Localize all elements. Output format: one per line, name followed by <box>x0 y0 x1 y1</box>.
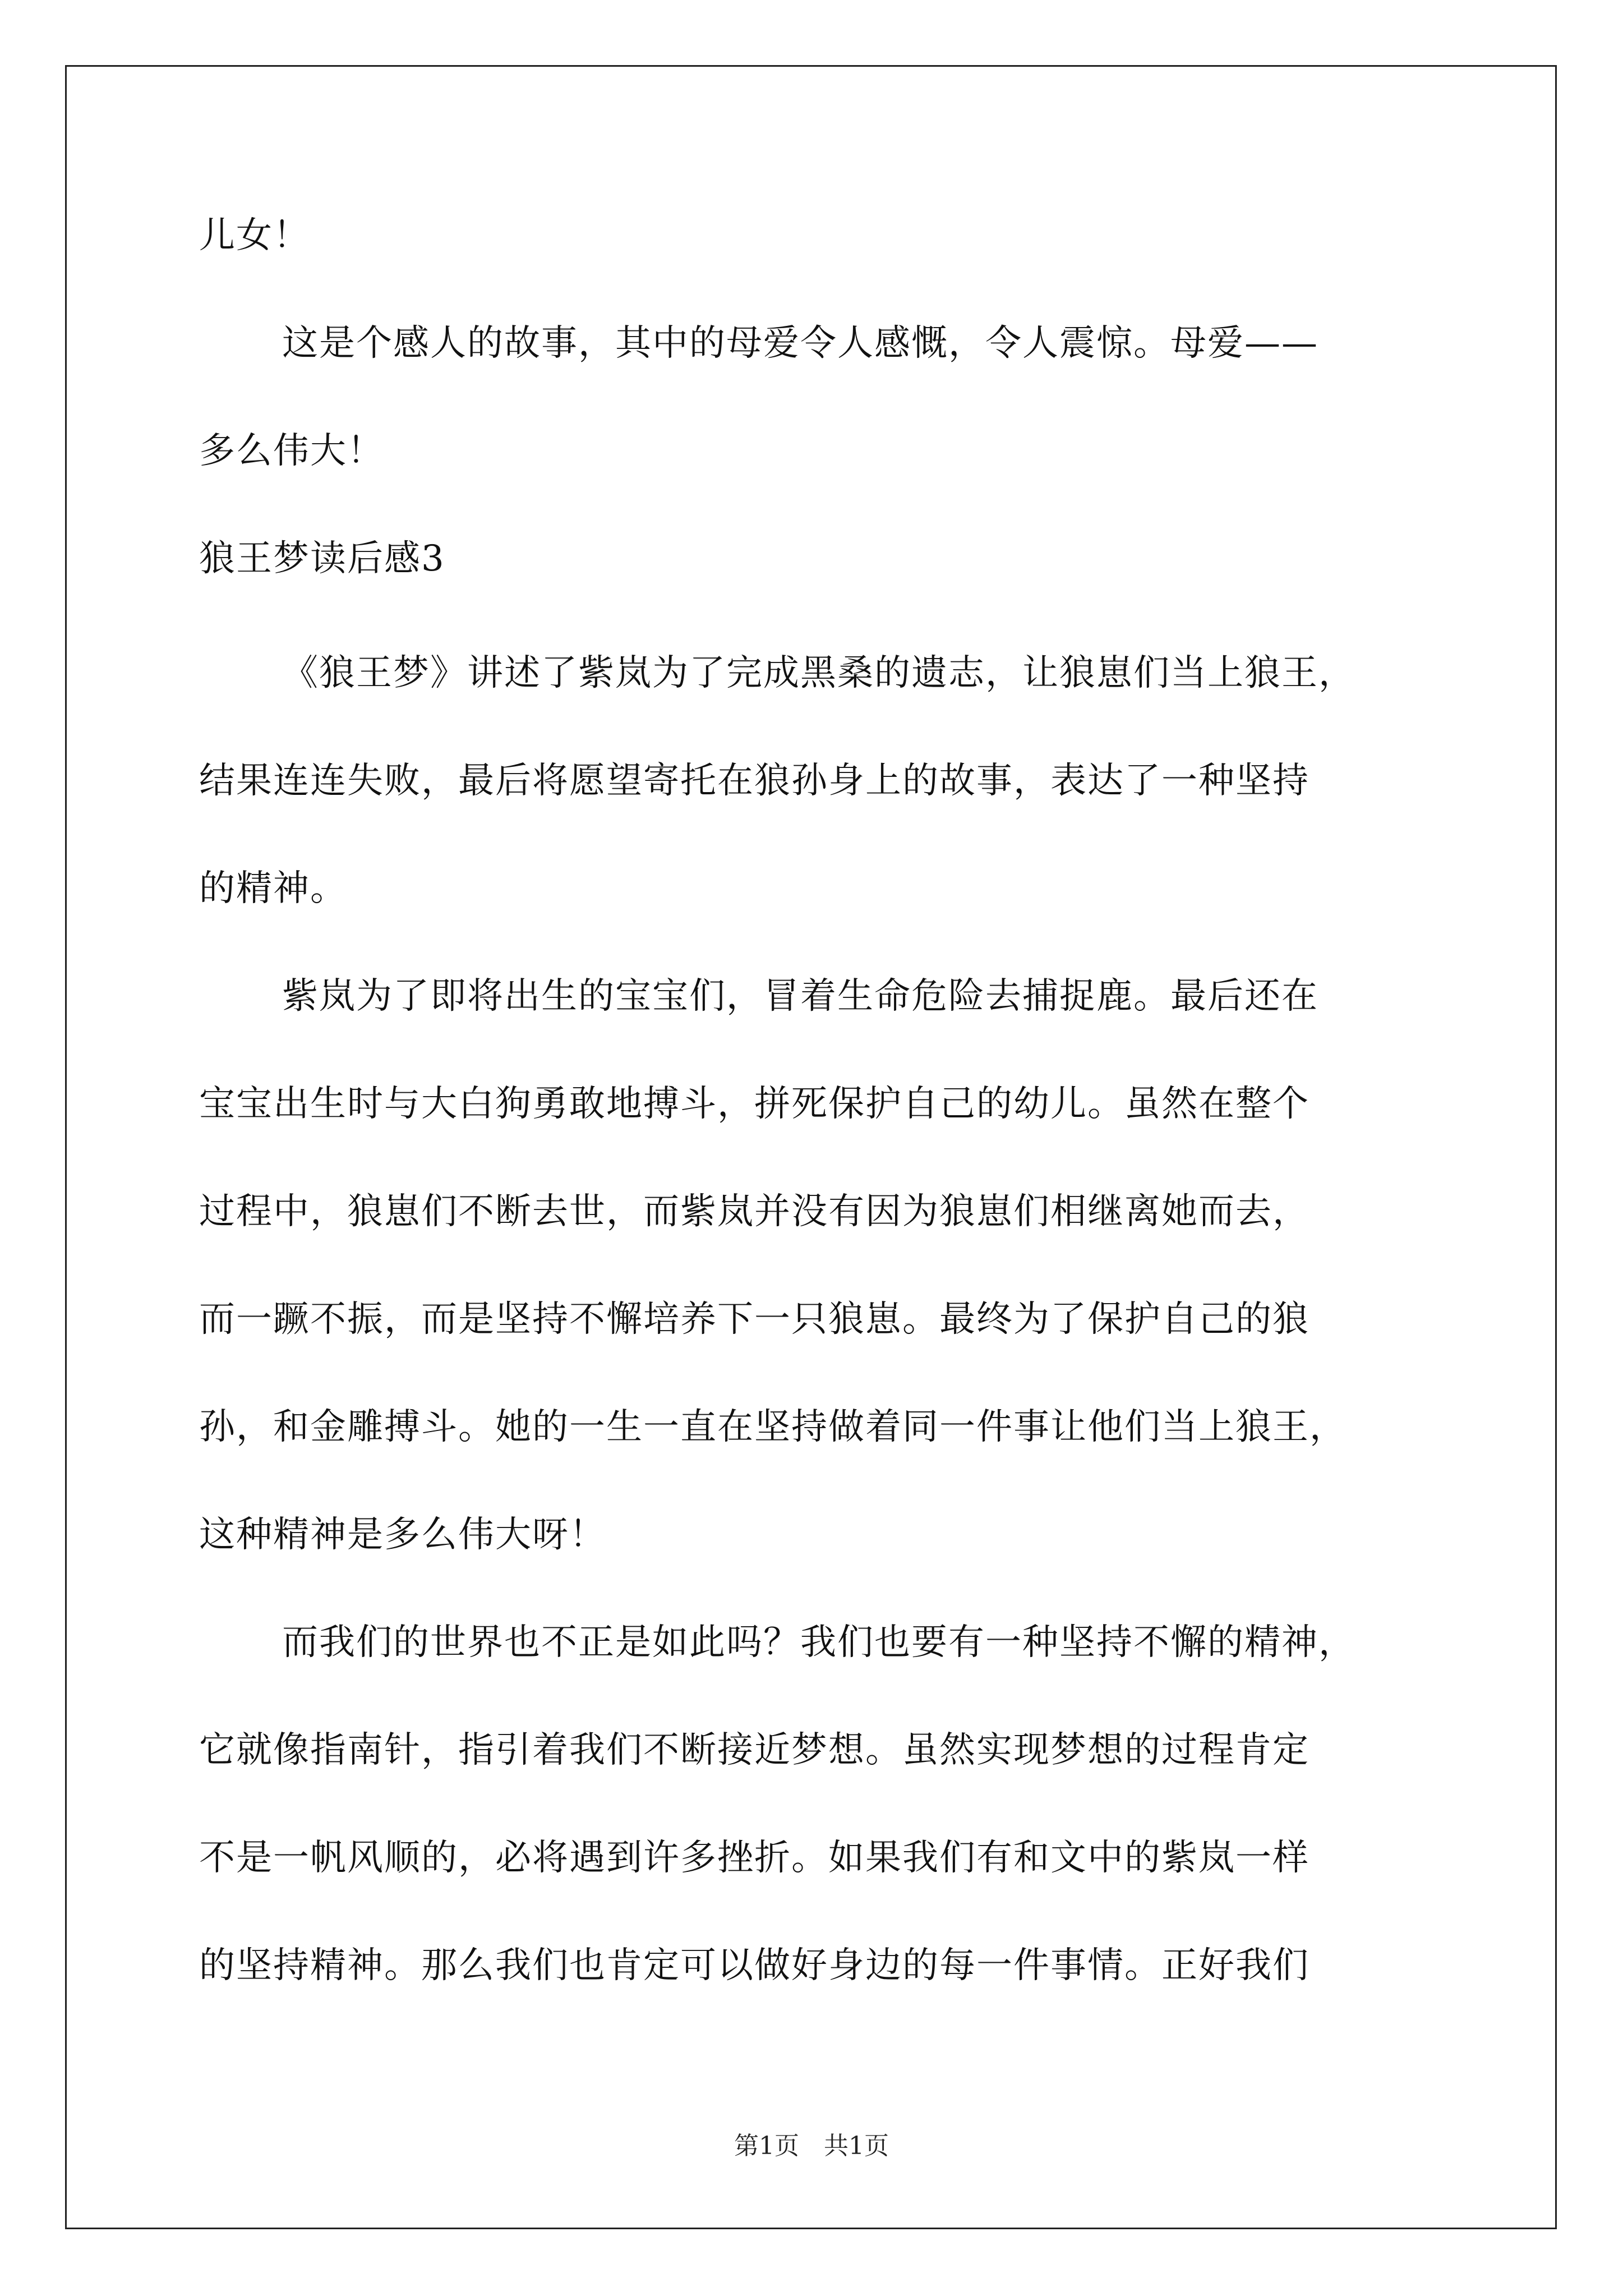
text-line: 儿女！ <box>199 215 310 256</box>
text-line: 而一蹶不振，而是坚持不懈培养下一只狼崽。最终为了保护自己的狼 <box>199 1299 1310 1340</box>
text-line: 的精神。 <box>199 868 347 909</box>
paragraph-line: 而我们的世界也不正是如此吗？我们也要有一种坚持不懈的精神， <box>282 1622 1355 1663</box>
text-line: 它就像指南针，指引着我们不断接近梦想。虽然实现梦想的过程肯定 <box>199 1729 1310 1771</box>
section-heading: 狼王梦读后感3 <box>199 538 445 579</box>
text-line: 不是一帆风顺的，必将遇到许多挫折。如果我们有和文中的紫岚一样 <box>199 1837 1310 1879</box>
paragraph-line: 这是个感人的故事，其中的母爱令人感慨，令人震惊。母爱—— <box>282 323 1318 364</box>
page-border <box>65 65 1557 2229</box>
paragraph-line: 《狼王梦》讲述了紫岚为了完成黑桑的遗志，让狼崽们当上狼王， <box>282 652 1355 694</box>
paragraph-line: 紫岚为了即将出生的宝宝们，冒着生命危险去捕捉鹿。最后还在 <box>282 976 1318 1017</box>
text-line: 结果连连失败，最后将愿望寄托在狼孙身上的故事，表达了一种坚持 <box>199 760 1310 802</box>
page-footer: 第1页 共1页 <box>734 2132 889 2160</box>
text-line: 宝宝出生时与大白狗勇敢地搏斗，拼死保护自己的幼儿。虽然在整个 <box>199 1083 1310 1125</box>
text-line: 这种精神是多么伟大呀！ <box>199 1514 606 1556</box>
text-line: 孙，和金雕搏斗。她的一生一直在坚持做着同一件事让他们当上狼王， <box>199 1406 1347 1448</box>
text-line: 多么伟大！ <box>199 430 384 472</box>
text-line: 的坚持精神。那么我们也肯定可以做好身边的每一件事情。正好我们 <box>199 1945 1310 1986</box>
text-line: 过程中，狼崽们不断去世，而紫岚并没有因为狼崽们相继离她而去， <box>199 1191 1310 1232</box>
